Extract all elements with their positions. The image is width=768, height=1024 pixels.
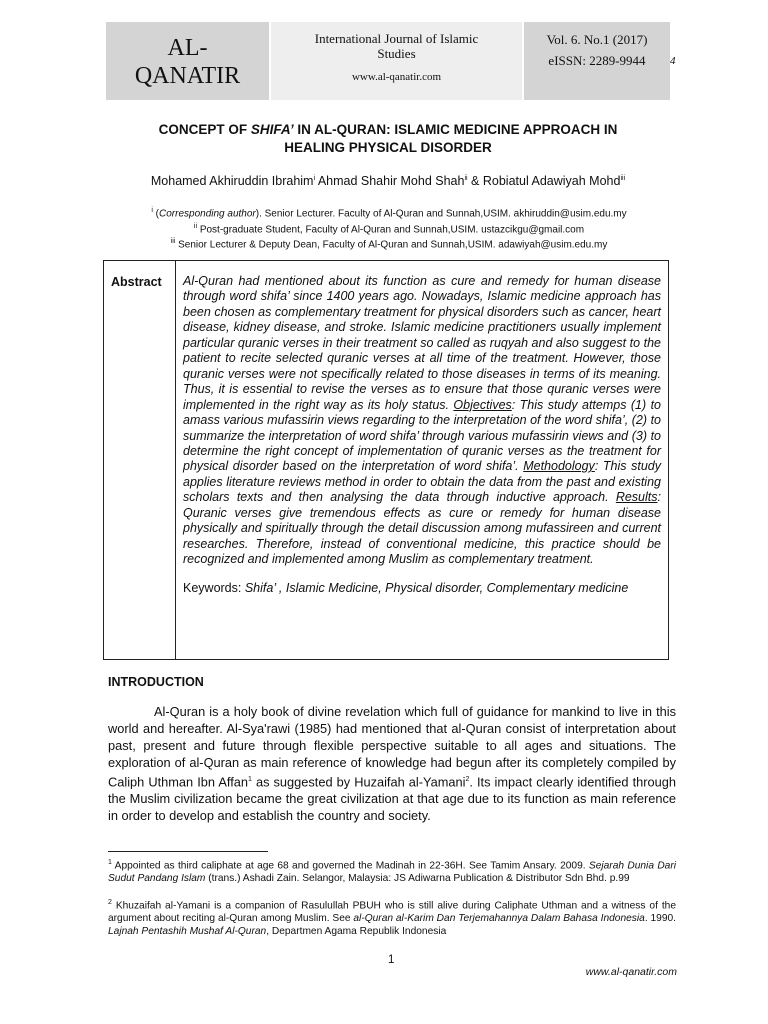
author-2: Ahmad Shahir Mohd Shah <box>315 174 465 188</box>
footnote-divider <box>108 851 268 852</box>
page-marker: 4 <box>670 55 676 67</box>
abstract-paragraph: Al-Quran had mentioned about its function as cure and remedy for human disease through word shifa’ since 1400 years ago. Nowadays, Islamic medicine approach has been chosen as complementary treatment for physical disorders such as cancer, heart disease, kidney disease, and stroke. Islamic medicine practitioners usually implement particular quranic verses in their treatment so called as ruqyah and also suggest to the patient to recite selected quranic verses at all time of the treatment. However, those quranic verses were not specifically related to those diseases in terms of its meaning. Thus, it is essential to revise the verses as to ensure that those quranic verses were implemented in the right way as its holy status. <box>183 274 661 412</box>
footnote-2-num: 2 <box>108 899 112 906</box>
aff-1-sup: i <box>151 207 153 214</box>
author-3: Robiatul Adawiyah Mohd <box>482 174 621 188</box>
author-1: Mohamed Akhiruddin Ibrahim <box>150 174 314 188</box>
journal-title-block <box>271 22 522 100</box>
footnote-2-italic-2: Lajnah Pentashih Mushaf Al-Quran <box>108 925 267 937</box>
footnote-1 <box>108 857 676 886</box>
intro-text-3: . Its impact clearly identified through the Muslim civilization became the great civilization at that age due to its function as main reference in order to develop and establish the country and society. <box>108 774 677 824</box>
abstract-box <box>103 260 669 660</box>
page-number: 1 <box>388 954 395 966</box>
eissn-label: eISSN: 2289-9944 <box>548 53 646 68</box>
issue-info <box>524 22 670 100</box>
footnote-1-num: 1 <box>108 859 112 866</box>
title-part-b: SHIFA’ <box>250 122 294 137</box>
title-part-a: CONCEPT OF <box>158 122 251 137</box>
author-2-sup: ii <box>464 174 468 182</box>
author-3-sup: iii <box>620 174 626 182</box>
affiliation-3 <box>100 236 678 252</box>
title-part-c: IN AL-QURAN: ISLAMIC MEDICINE APPROACH IN <box>293 122 618 137</box>
author-1-sup: i <box>313 174 316 182</box>
aff-1-text: ). Senior Lecturer. Faculty of Al-Quran and Sunnah,USIM. akhiruddin@usim.edu.my <box>255 208 627 220</box>
affiliations <box>100 205 678 252</box>
footnote-ref-1[interactable]: 1 <box>248 776 252 783</box>
keywords-text: Shifa’ , Islamic Medicine, Physical disorder, Complementary medicine <box>244 580 629 595</box>
journal-name-line-2: Studies <box>377 46 416 61</box>
abstract-label: Abstract <box>104 261 176 659</box>
aff-3-sup: iii <box>170 238 176 246</box>
aff-2-sup: ii <box>193 222 198 230</box>
footnote-1-a: Appointed as third caliphate at age 68 and governed the Madinah in 22-36H. See Tamim Ansary. 2009. <box>111 860 589 872</box>
affiliation-2 <box>100 221 678 237</box>
footnote-ref-2[interactable]: 2 <box>465 776 470 783</box>
methodology-text: : This study applies literature reviews method in order to obtain the data from the past and existing scholars texts and then analysing the data through inductive approach. <box>183 459 661 505</box>
title-part-d: HEALING PHYSICAL DISORDER <box>284 140 492 155</box>
journal-url: www.al-qanatir.com <box>351 71 442 83</box>
aff-1-corresponding: Corresponding author <box>159 208 256 220</box>
author-list <box>106 174 670 188</box>
objectives-label: Objectives <box>453 397 512 412</box>
logo-line-1: AL- <box>167 35 208 61</box>
journal-name-line-1: International Journal of Islamic <box>314 31 479 46</box>
aff-2-text: Post-graduate Student, Faculty of Al-Quran and Sunnah,USIM. ustazcikgu@gmail.com <box>197 224 585 236</box>
paper-title <box>106 121 670 157</box>
results-text: : Quranic verses give tremendous effects as cure or remedy for human disease physically and spiritually through the detail discussion among mufassireen and current researches. Therefore, instead of conventional medicine, this practice should be recognized and implemented among Muslim as complementary treatment. <box>183 490 661 567</box>
abstract-body <box>176 261 668 659</box>
volume-label: Vol. 6. No.1 (2017) <box>546 32 648 47</box>
introduction-heading: INTRODUCTION <box>108 675 204 689</box>
footnote-2-c: , Departmen Agama Republik Indonesia <box>266 925 447 937</box>
results-label: Results <box>615 490 658 505</box>
keywords <box>183 581 661 596</box>
author-amp: & <box>467 174 483 188</box>
intro-text-1: Al-Quran is a holy book of divine revelation which full of guidance for mankind to live in this world and hereafter. Al-Sya'rawi (1985) had mentioned that al-Quran consist of interpretation about past, present and future through flexible perspective suitable to all ages and situations. The exploration of al-Quran as main reference of knowledge had begun after its completely compiled by Caliph Uthman Ibn Affan <box>108 704 676 790</box>
footnote-2-a: Khuzaifah al-Yamani is a companion of Rasulullah PBUH who is still alive during Caliphate Uthman and a witness of the argument about reciting al-Quran among Muslim. See <box>108 900 676 924</box>
affiliation-1 <box>100 205 678 221</box>
footnote-2-italic-1: al-Quran al-Karim Dan Terjemahannya Dalam Bahasa Indonesia <box>353 912 645 924</box>
footnote-2 <box>108 897 676 938</box>
footnote-2-b: . 1990. <box>644 912 676 924</box>
objectives-text: : This study attemps (1) to amass various mufassirin views regarding to the interpretation of the word shifa’, (2) to summarize the interpretation of word shifa’ through various mufassirin views and (3) to determine the right concept of implementation of quranic verses as the treatment for physical disorder based on the interpretation of word shifa’. <box>183 397 661 474</box>
footnote-1-italic: Sejarah Dunia Dari Sudut Pandang Islam <box>108 860 676 884</box>
intro-text-2: as suggested by Huzaifah al-Yamani <box>251 774 466 790</box>
footer-url[interactable]: www.al-qanatir.com <box>585 966 677 978</box>
introduction-paragraph <box>108 703 676 824</box>
logo-line-2: QANATIR <box>134 63 241 89</box>
aff-3-text: Senior Lecturer & Deputy Dean, Faculty of Al-Quran and Sunnah,USIM. adawiyah@usim.edu.my <box>175 239 608 251</box>
footnote-1-b: (trans.) Ashadi Zain. Selangor, Malaysia: JS Adiwarna Publication & Distributor Sdn Bhd. p.99 <box>205 872 630 884</box>
journal-logo <box>106 22 269 100</box>
journal-header <box>106 22 670 100</box>
keywords-label: Keywords: <box>183 580 245 595</box>
methodology-label: Methodology <box>523 459 595 474</box>
aff-1-open: ( <box>152 208 160 220</box>
